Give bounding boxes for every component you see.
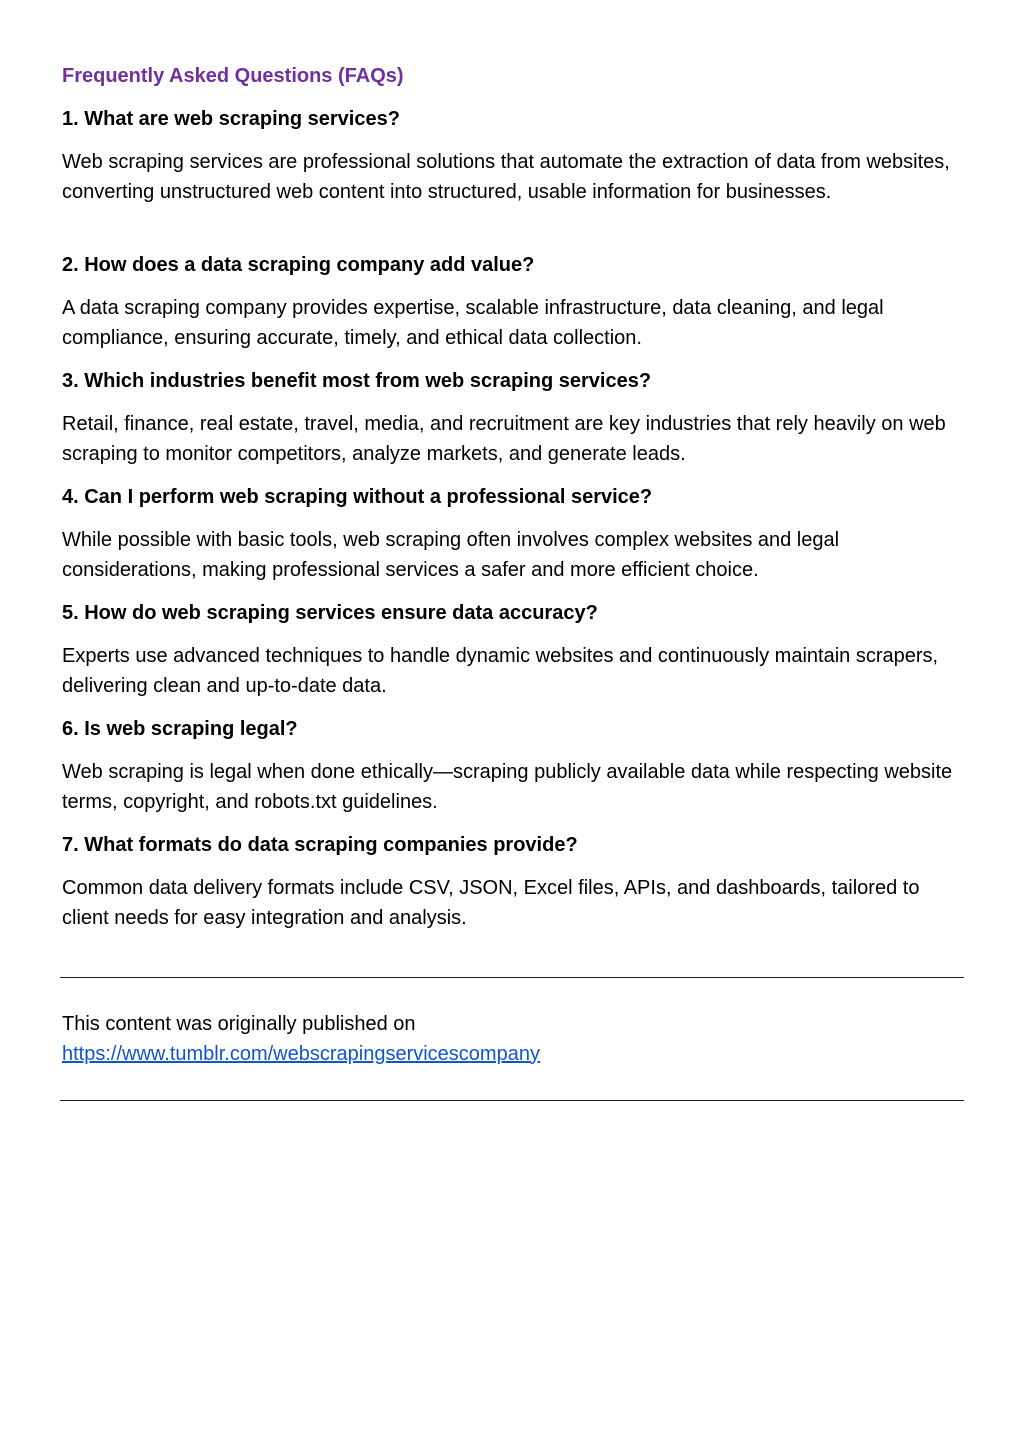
faq-answer-3: Retail, finance, real estate, travel, media, and recruitment are key industries that rely heavily on web scraping to monitor competitors, analyze markets, and generate leads. xyxy=(62,413,946,465)
faq-question-3: 3. Which industries benefit most from web scraping services? xyxy=(62,370,652,392)
faq-answer-4: While possible with basic tools, web scraping often involves complex websites and legal considerations, making professional services a safer and more efficient choice. xyxy=(62,529,840,581)
faq-answer-6: Web scraping is legal when done ethically—scraping publicly available data while respecting website terms, copyright, and robots.txt guidelines. xyxy=(62,761,953,813)
publication-footer xyxy=(62,1010,964,1069)
faq-question-2: 2. How does a data scraping company add value? xyxy=(62,254,535,276)
faq-item-3 xyxy=(62,367,964,469)
faq-question-6: 6. Is web scraping legal? xyxy=(62,718,298,740)
faq-item-2 xyxy=(62,251,964,353)
faq-question-1: 1. What are web scraping services? xyxy=(62,108,400,130)
faq-question-5: 5. How do web scraping services ensure data accuracy? xyxy=(62,602,598,624)
faq-question-4: 4. Can I perform web scraping without a professional service? xyxy=(62,486,653,508)
source-link[interactable]: https://www.tumblr.com/webscrapingservicescompany xyxy=(62,1042,540,1065)
faq-item-1 xyxy=(62,105,964,207)
faq-item-4 xyxy=(62,483,964,585)
bottom-divider xyxy=(60,1100,964,1101)
faq-item-6 xyxy=(62,715,964,817)
faq-item-7 xyxy=(62,831,964,933)
faq-item-5 xyxy=(62,599,964,701)
faq-heading: Frequently Asked Questions (FAQs) xyxy=(62,65,404,87)
faq-answer-5: Experts use advanced techniques to handle dynamic websites and continuously maintain scrapers, delivering clean and up-to-date data. xyxy=(62,645,939,697)
faq-answer-2: A data scraping company provides expertise, scalable infrastructure, data cleaning, and legal compliance, ensuring accurate, timely, and ethical data collection. xyxy=(62,297,884,349)
faq-answer-1: Web scraping services are professional solutions that automate the extraction of data from websites, converting unstructured web content into structured, usable information for businesses. xyxy=(62,151,950,203)
faq-answer-7: Common data delivery formats include CSV, JSON, Excel files, APIs, and dashboards, tailored to client needs for easy integration and analysis. xyxy=(62,877,920,929)
top-divider xyxy=(60,977,964,978)
faq-question-7: 7. What formats do data scraping companies provide? xyxy=(62,834,578,856)
published-text: This content was originally published on xyxy=(62,1013,416,1035)
